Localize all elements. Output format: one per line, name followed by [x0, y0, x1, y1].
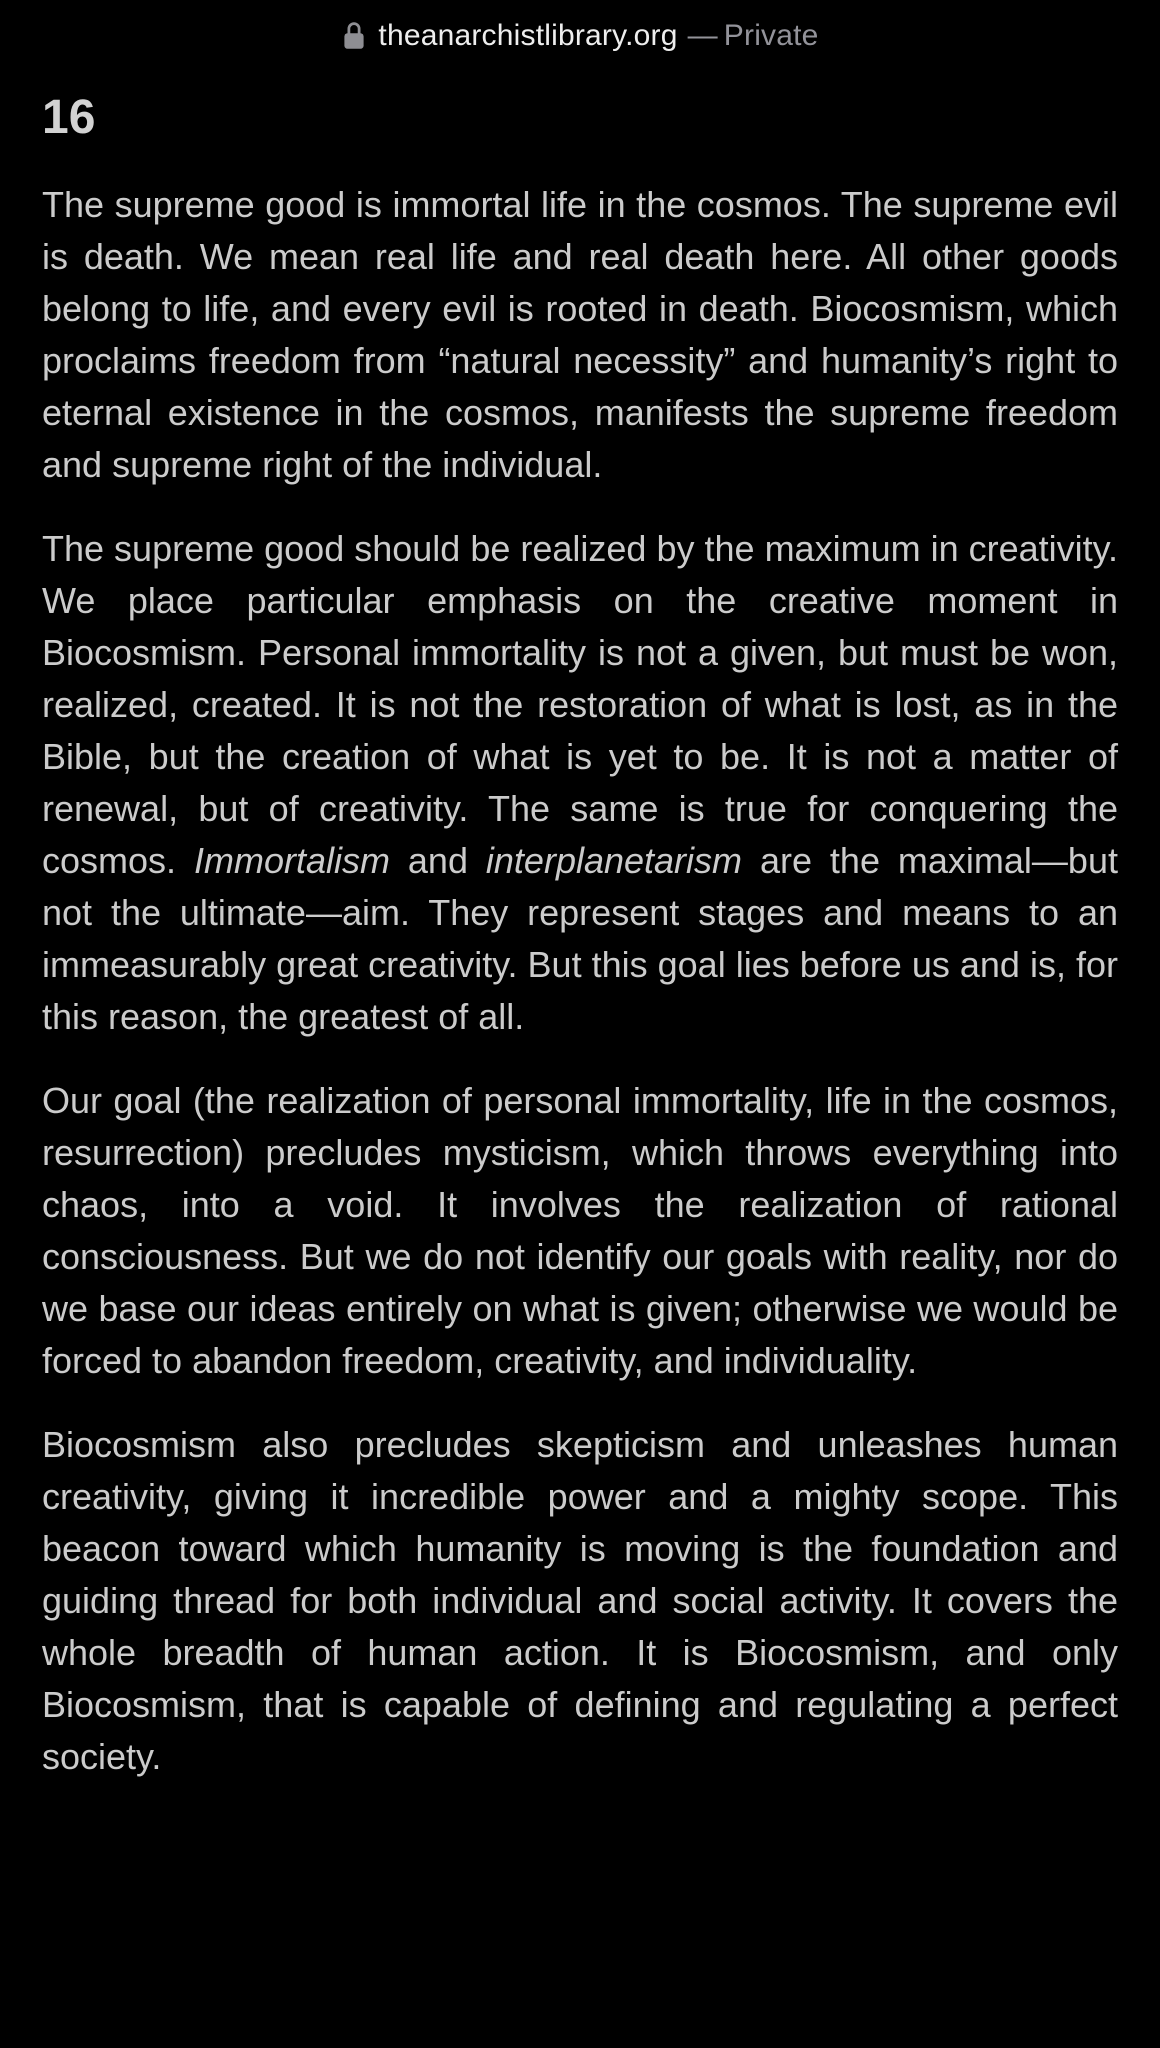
domain-text: theanarchistlibrary.org [378, 19, 678, 52]
paragraph-2-segment: The supreme good should be realized by the maximum in creativity. We place particular emphasis on the creative moment in Biocosmism. Personal immortality is not a given, but must be won, realized, created. It is not the restoration of what is lost, as in the Bible, but the creation of what is yet to be. It is not a matter of renewal, but of creativity. The same is true for conquering the cosmos. [42, 527, 1118, 881]
article-paragraph-3: Our goal (the realization of personal immortality, life in the cosmos, resurrection) precludes mysticism, which throws everything into chaos, into a void. It involves the realization of rational consciousness. But we do not identify our goals with reality, nor do we base our ideas entirely on what is given; otherwise we would be forced to abandon freedom, creativity, and individuality. [42, 1079, 1118, 1381]
header-separator: — [687, 19, 718, 52]
paragraph-2-segment: and [389, 839, 486, 881]
article-paragraph-4: Biocosmism also precludes skepticism and unleashes human creativity, giving it incredible power and a mighty scope. This beacon toward which humanity is moving is the foundation and guiding thread for both individual and social activity. It covers the whole breadth of human action. It is Biocosmism, and only Biocosmism, that is capable of defining and regulating a perfect society. [42, 1423, 1118, 1777]
paragraph-2-segment: are the maximal—but not the ultimate—aim. They represent stages and means to an immeasurably great creativity. But this goal lies before us and is, for this reason, the greatest of all. [42, 839, 1118, 1037]
article-content [0, 92, 1160, 1783]
article-paragraph-2 [42, 523, 1118, 1043]
article-paragraph-1: The supreme good is immortal life in the cosmos. The supreme evil is death. We mean real life and real death here. All other goods belong to life, and every evil is rooted in death. Biocosmism, which proclaims freedom from “natural necessity” and humanity’s right to eternal existence in the cosmos, manifests the supreme freedom and supreme right of the individual. [42, 183, 1118, 485]
page-title: 16 [42, 91, 96, 144]
paragraph-2-italic-immortalism: Immortalism [193, 839, 390, 881]
private-label: Private [723, 19, 819, 52]
paragraph-2-italic-interplanetarism: interplanetarism [485, 839, 743, 881]
address-bar[interactable] [0, 0, 1160, 66]
lock-icon [341, 20, 367, 52]
address-bar-text [378, 19, 818, 53]
